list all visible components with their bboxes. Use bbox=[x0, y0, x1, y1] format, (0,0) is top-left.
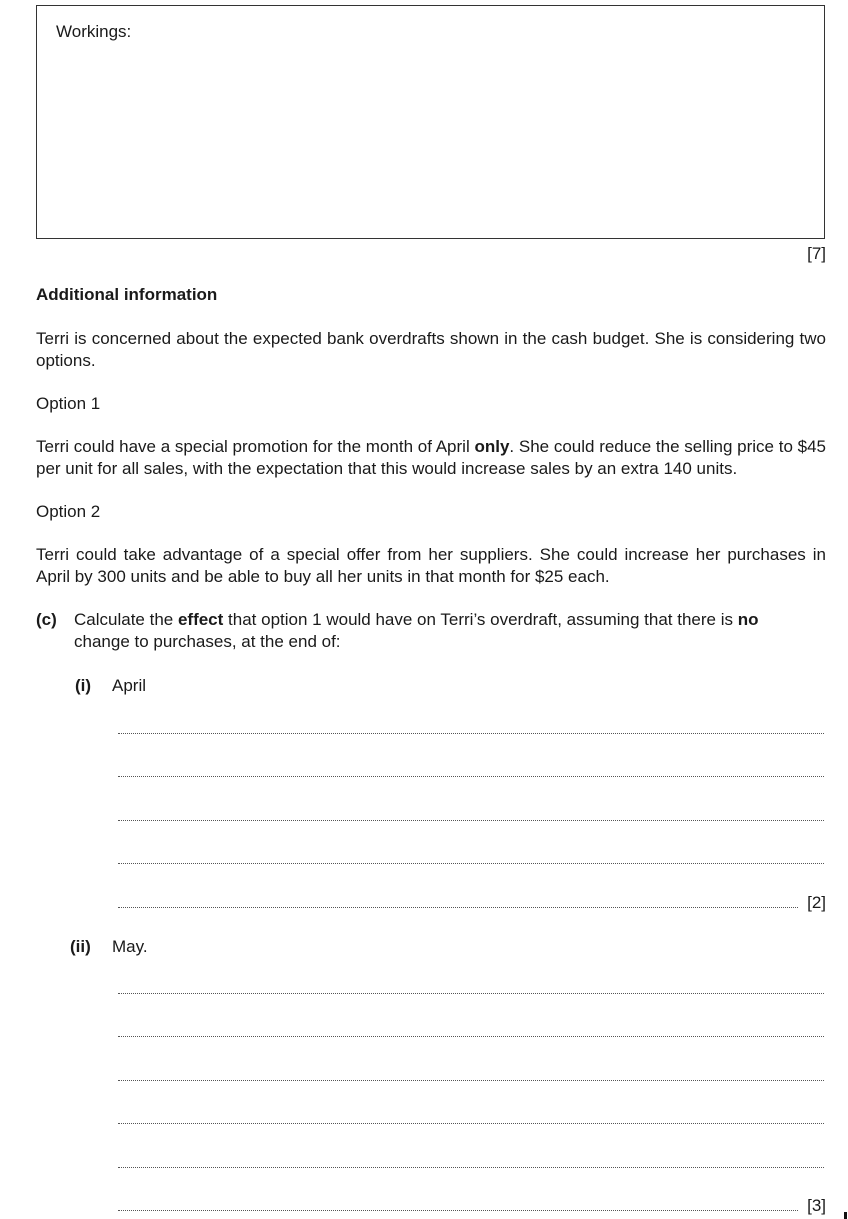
workings-box[interactable] bbox=[36, 5, 825, 239]
intro-paragraph: Terri is concerned about the expected bank overdrafts shown in the cash budget. She is considering two options. bbox=[36, 329, 826, 370]
additional-info-heading: Additional information bbox=[36, 285, 218, 304]
part-ii-label: (ii) bbox=[70, 937, 91, 956]
part-ii-text: May. bbox=[112, 937, 148, 956]
part-i-text: April bbox=[112, 676, 147, 695]
option1-text-a: Terri could have a special promotion for the month of April bbox=[36, 437, 475, 456]
answer-line-i-1[interactable] bbox=[118, 733, 824, 734]
part-ii-marks: [3] bbox=[807, 1196, 826, 1215]
question-c-text-a: Calculate the bbox=[74, 610, 178, 629]
answer-line-i-2[interactable] bbox=[118, 776, 824, 777]
workings-marks: [7] bbox=[807, 244, 826, 263]
answer-line-ii-2[interactable] bbox=[118, 1036, 824, 1037]
question-c-bold-effect: effect bbox=[177, 610, 224, 629]
option1-text-bold: only bbox=[474, 437, 510, 456]
workings-label: Workings: bbox=[56, 22, 132, 41]
question-c-label: (c) bbox=[36, 610, 57, 629]
option1-title: Option 1 bbox=[36, 394, 101, 413]
answer-line-ii-4[interactable] bbox=[118, 1123, 824, 1124]
answer-line-ii-5[interactable] bbox=[118, 1167, 824, 1168]
part-i-marks: [2] bbox=[807, 893, 826, 912]
option1-paragraph bbox=[36, 436, 826, 480]
answer-line-i-5[interactable] bbox=[118, 907, 798, 908]
option1-text-b: . She could reduce the selling price to $45 per unit for all sales, with the expectation that this would increase sales by an extra 140 units. bbox=[36, 437, 826, 478]
page-corner-mark bbox=[844, 1212, 847, 1219]
answer-line-i-4[interactable] bbox=[118, 863, 824, 864]
question-c-text-b: that option 1 would have on Terri’s overdraft, assuming that there is bbox=[223, 610, 738, 629]
question-c-bold-no: no bbox=[737, 610, 759, 629]
part-i-label: (i) bbox=[75, 676, 92, 695]
option2-title: Option 2 bbox=[36, 502, 101, 521]
question-c-text-line2: change to purchases, at the end of: bbox=[74, 632, 341, 651]
answer-line-ii-1[interactable] bbox=[118, 993, 824, 994]
option2-paragraph: Terri could take advantage of a special offer from her suppliers. She could increase her purchases in April by 300 units and be able to buy all her units in that month for $25 each. bbox=[36, 545, 826, 586]
answer-line-ii-6[interactable] bbox=[118, 1210, 798, 1211]
answer-line-i-3[interactable] bbox=[118, 820, 824, 821]
answer-line-ii-3[interactable] bbox=[118, 1080, 824, 1081]
question-c-text-line1 bbox=[74, 610, 826, 630]
